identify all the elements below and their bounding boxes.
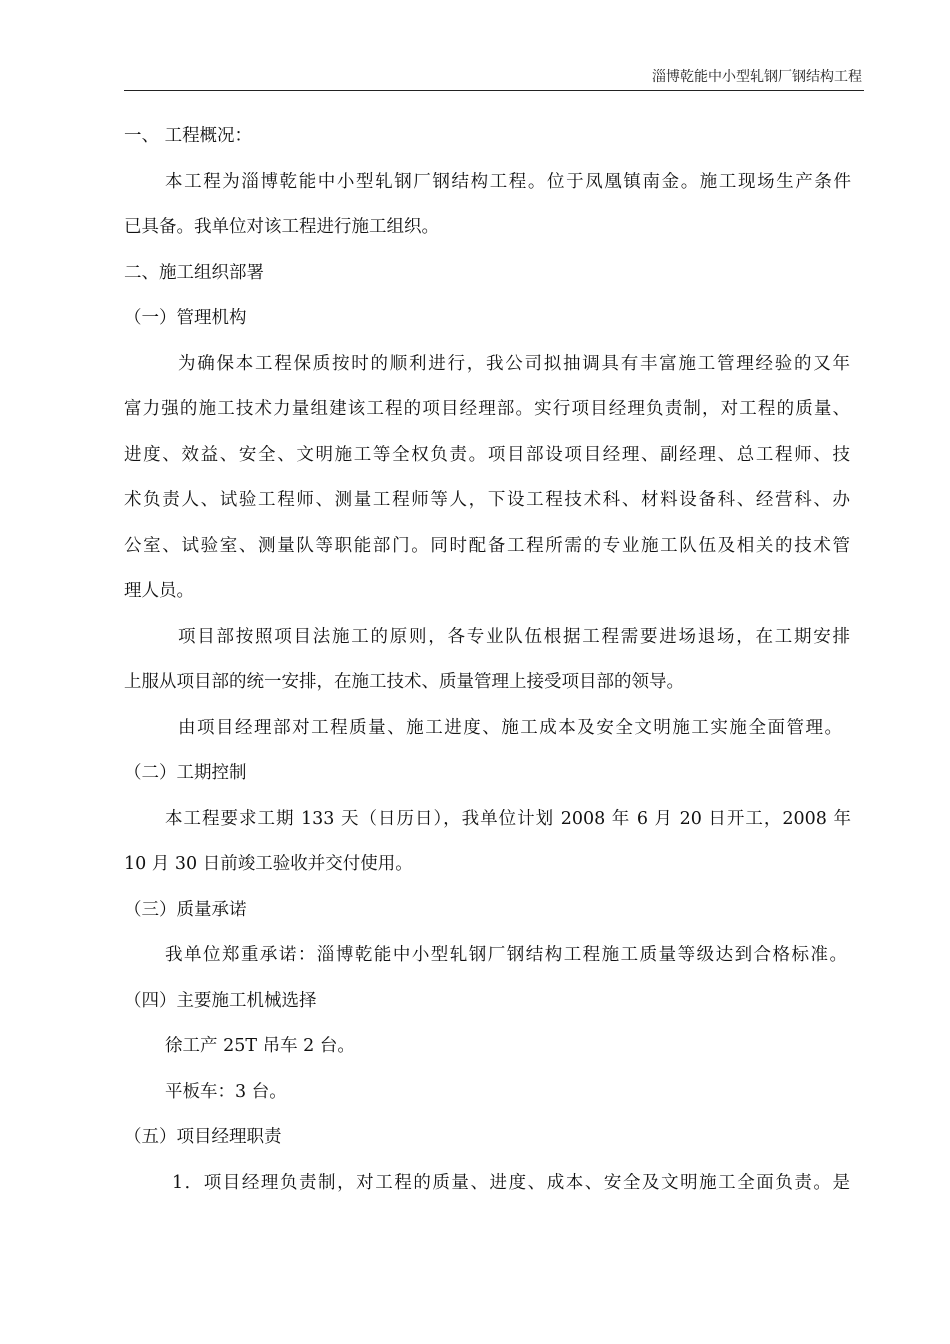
paragraph-line: 公室、试验室、测量队等职能部门。同时配备工程所需的专业施工队伍及相关的技术管	[124, 536, 850, 556]
paragraph-line: 富力强的施工技术力量组建该工程的项目经理部。实行项目经理负责制，对工程的质量、	[124, 399, 850, 419]
paragraph-line: 理人员。	[124, 581, 194, 601]
header-title: 淄博乾能中小型轧钢厂钢结构工程	[652, 69, 862, 85]
paragraph-line: 由项目经理部对工程质量、施工进度、施工成本及安全文明施工实施全面管理。	[178, 718, 842, 738]
subsection-heading-4: （四）主要施工机械选择	[124, 991, 317, 1011]
paragraph-line: 术负责人、试验工程师、测量工程师等人，下设工程技术科、材料设备科、经营科、办	[124, 490, 850, 510]
paragraph-line: 1．项目经理负责制，对工程的质量、进度、成本、安全及文明施工全面负责。是	[172, 1173, 850, 1193]
paragraph-line: 进度、效益、安全、文明施工等全权负责。项目部设项目经理、副经理、总工程师、技	[124, 445, 850, 465]
page-header	[124, 66, 864, 91]
paragraph-line: 徐工产 25T 吊车 2 台。	[165, 1036, 355, 1056]
paragraph-line: 平板车：3 台。	[165, 1082, 287, 1102]
paragraph-line: 10 月 30 日前竣工验收并交付使用。	[124, 854, 413, 874]
paragraph-line: 上服从项目部的统一安排，在施工技术、质量管理上接受项目部的领导。	[124, 672, 684, 692]
paragraph-line: 本工程为淄博乾能中小型轧钢厂钢结构工程。位于凤凰镇南金。施工现场生产条件	[165, 172, 851, 192]
subsection-heading-3: （三）质量承诺	[124, 900, 247, 920]
paragraph-line: 为确保本工程保质按时的顺利进行，我公司拟抽调具有丰富施工管理经验的又年	[178, 354, 850, 374]
paragraph-line: 我单位郑重承诺：淄博乾能中小型轧钢厂钢结构工程施工质量等级达到合格标准。	[165, 945, 847, 965]
paragraph-line: 项目部按照项目法施工的原则，各专业队伍根据工程需要进场退场，在工期安排	[178, 627, 850, 647]
paragraph-line: 已具备。我单位对该工程进行施工组织。	[124, 217, 439, 237]
section-heading-2: 二、施工组织部署	[124, 263, 264, 283]
paragraph-line: 本工程要求工期 133 天（日历日），我单位计划 2008 年 6 月 20 日开工，2008 年	[165, 809, 851, 829]
subsection-heading-1: （一）管理机构	[124, 308, 247, 328]
section-heading-1: 一、 工程概况：	[124, 126, 253, 146]
subsection-heading-5: （五）项目经理职责	[124, 1127, 282, 1147]
subsection-heading-2: （二）工期控制	[124, 763, 247, 783]
